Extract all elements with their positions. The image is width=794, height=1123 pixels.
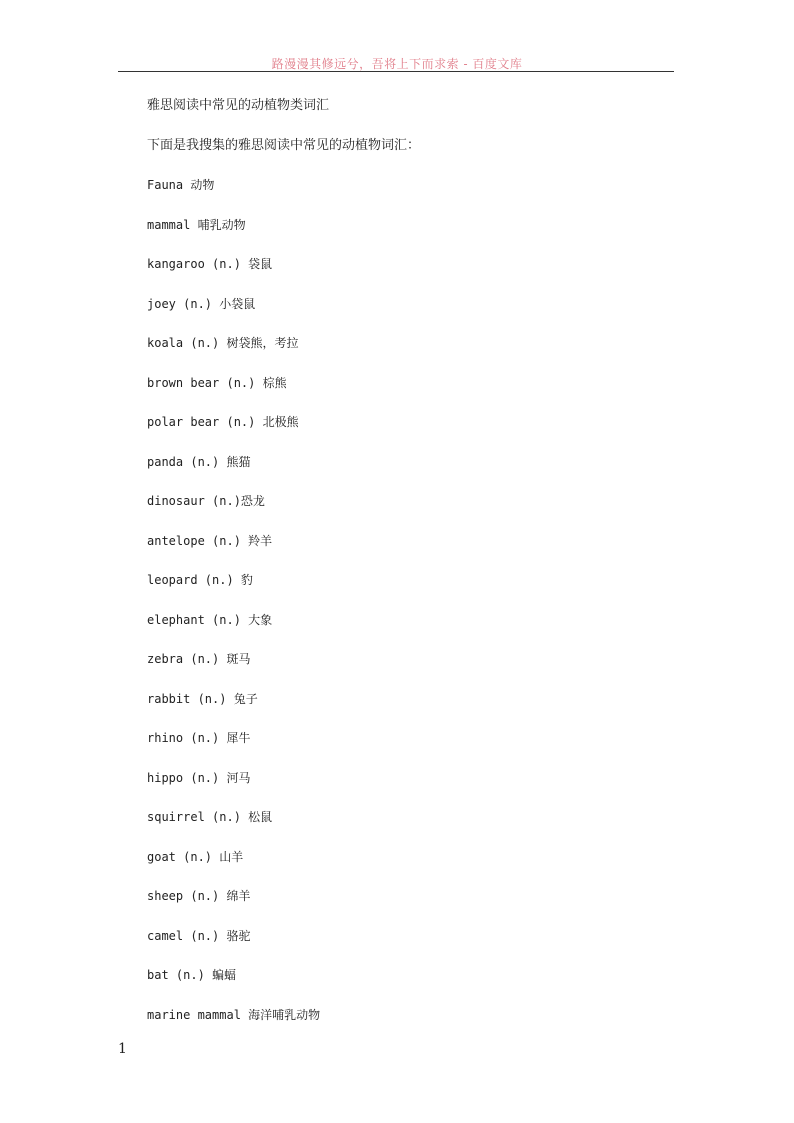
vocab-entry: kangaroo (n.) 袋鼠: [147, 257, 273, 271]
page-number: 1: [118, 1041, 127, 1057]
vocab-entry: polar bear (n.) 北极熊: [147, 415, 299, 429]
vocab-entry: elephant (n.) 大象: [147, 612, 273, 627]
vocab-entry: panda (n.) 熊猫: [147, 454, 251, 469]
intro-text: 下面是我搜集的雅思阅读中常见的动植物词汇：: [147, 137, 421, 153]
document-body: [147, 96, 667, 1044]
vocab-entry: camel (n.) 骆驼: [147, 928, 251, 943]
vocab-entry: leopard (n.) 豹: [147, 573, 253, 587]
vocab-entry: squirrel (n.) 松鼠: [147, 810, 273, 824]
vocab-entry: goat (n.) 山羊: [147, 849, 244, 864]
vocab-entry: rhino (n.) 犀牛: [147, 731, 251, 745]
header-divider: [118, 71, 674, 72]
vocab-entry: bat (n.) 蝙蝠: [147, 968, 237, 982]
vocab-entry: dinosaur (n.)恐龙: [147, 494, 265, 508]
vocab-entry: zebra (n.) 斑马: [147, 652, 251, 666]
page-header: 路漫漫其修远兮，吾将上下而求索 - 百度文库: [271, 57, 523, 71]
vocab-entry: hippo (n.) 河马: [147, 770, 251, 785]
vocab-entry: joey (n.) 小袋鼠: [147, 296, 256, 311]
vocab-entry: sheep (n.) 绵羊: [147, 889, 251, 903]
vocab-entry: koala (n.) 树袋熊，考拉: [147, 336, 299, 350]
vocab-entry: marine mammal 海洋哺乳动物: [147, 1007, 321, 1022]
vocab-entry: antelope (n.) 羚羊: [147, 533, 273, 548]
document-title: 雅思阅读中常见的动植物类词汇: [147, 98, 330, 113]
vocab-entry: brown bear (n.) 棕熊: [147, 375, 287, 390]
section-heading: Fauna 动物: [147, 178, 215, 192]
vocab-entry: rabbit (n.) 兔子: [147, 691, 258, 706]
vocab-entry: mammal 哺乳动物: [147, 217, 246, 232]
